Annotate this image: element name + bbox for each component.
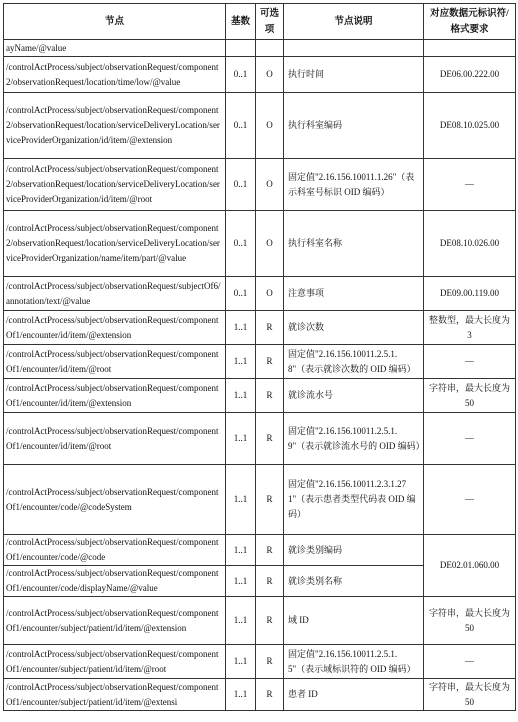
row-path: /controlActProcess/subject/observationRequest/componentOf1/encounter/subject/patient/id/item/@root (4, 645, 226, 679)
row-path: /controlActProcess/subject/observationRequest/componentOf1/encounter/id/item/@root (4, 413, 226, 465)
row-optional: R (256, 679, 284, 711)
spec-table-page (3, 3, 515, 711)
row-optional: O (256, 159, 284, 211)
row-cardinality: 0..1 (226, 57, 256, 93)
row-description: 固定值"2.16.156.10011.2.5.1.5"（表示域标识符的 OID 编码） (284, 645, 424, 679)
row-path: /controlActProcess/subject/observationRequest/subjectOf6/annotation/text/@value (4, 277, 226, 311)
row-description: 就诊类别编码 (284, 535, 424, 566)
row-description: 域 ID (284, 597, 424, 645)
row-reference: 字符串，最大长度为 50 (424, 679, 516, 711)
table-row (4, 93, 516, 159)
row-reference: DE06.00.222.00 (424, 57, 516, 93)
row-optional: O (256, 57, 284, 93)
row-reference: DE08.10.025.00 (424, 93, 516, 159)
header-description: 节点说明 (284, 4, 424, 40)
row-description: 注意事项 (284, 277, 424, 311)
row-optional: R (256, 645, 284, 679)
row-description: 固定值"2.16.156.10011.1.26"（表示科室号标识 OID 编码） (284, 159, 424, 211)
row-description (284, 40, 424, 57)
row-optional: R (256, 345, 284, 379)
table-row (4, 40, 516, 57)
row-path: /controlActProcess/subject/observationRequest/componentOf1/encounter/code/displayName/@value (4, 566, 226, 597)
row-description: 固定值"2.16.156.10011.2.5.1.9"（表示就诊流水号的 OID 编码） (284, 413, 424, 465)
header-cardinality: 基数 (226, 4, 256, 40)
row-cardinality: 1..1 (226, 645, 256, 679)
header-reference: 对应数据元标识符/格式要求 (424, 4, 516, 40)
row-path: /controlActProcess/subject/observationRequest/componentOf1/encounter/code/@code (4, 535, 226, 566)
row-optional: O (256, 211, 284, 277)
row-optional: R (256, 379, 284, 413)
row-path: /controlActProcess/subject/observationRequest/componentOf1/encounter/subject/patient/id/item/@extensi (4, 679, 226, 711)
row-cardinality: 1..1 (226, 311, 256, 345)
header-node: 节点 (4, 4, 226, 40)
row-path: /controlActProcess/subject/observationRequest/componentOf1/encounter/id/item/@root (4, 345, 226, 379)
row-reference: 字符串，最大长度为 50 (424, 379, 516, 413)
row-cardinality: 0..1 (226, 211, 256, 277)
row-optional: R (256, 535, 284, 566)
row-reference: DE08.10.026.00 (424, 211, 516, 277)
table-row (4, 211, 516, 277)
row-cardinality: 1..1 (226, 379, 256, 413)
row-optional (256, 40, 284, 57)
table-row (4, 413, 516, 465)
row-cardinality: 1..1 (226, 345, 256, 379)
row-path: /controlActProcess/subject/observationRequest/component2/observationRequest/location/serviceDeliveryLocation/serviceProviderOrganization/name/item/part/@value (4, 211, 226, 277)
row-reference: — (424, 645, 516, 679)
node-spec-table (3, 3, 516, 711)
row-description: 就诊次数 (284, 311, 424, 345)
row-cardinality: 0..1 (226, 159, 256, 211)
row-description: 执行时间 (284, 57, 424, 93)
row-optional: R (256, 566, 284, 597)
row-path: /controlActProcess/subject/observationRequest/componentOf1/encounter/subject/patient/id/item/@extension (4, 597, 226, 645)
row-description: 患者 ID (284, 679, 424, 711)
row-path: ayName/@value (4, 40, 226, 57)
row-reference: 字符串，最大长度为 50 (424, 597, 516, 645)
row-reference: — (424, 345, 516, 379)
row-description: 固定值"2.16.156.10011.2.5.1.8"（表示就诊次数的 OID 编码） (284, 345, 424, 379)
row-reference: — (424, 159, 516, 211)
row-reference: — (424, 465, 516, 535)
table-row (4, 465, 516, 535)
row-cardinality: 1..1 (226, 413, 256, 465)
row-reference: DE09.00.119.00 (424, 277, 516, 311)
row-cardinality: 0..1 (226, 93, 256, 159)
row-optional: O (256, 277, 284, 311)
row-description: 执行科室编码 (284, 93, 424, 159)
row-optional: R (256, 311, 284, 345)
row-description: 执行科室名称 (284, 211, 424, 277)
row-path: /controlActProcess/subject/observationRequest/component2/observationRequest/location/serviceDeliveryLocation/serviceProviderOrganization/id/item/@extension (4, 93, 226, 159)
row-optional: O (256, 93, 284, 159)
header-optional: 可选项 (256, 4, 284, 40)
table-row (4, 277, 516, 311)
row-cardinality (226, 40, 256, 57)
row-path: /controlActProcess/subject/observationRequest/componentOf1/encounter/id/item/@extension (4, 311, 226, 345)
row-reference: 整数型，最大长度为 3 (424, 311, 516, 345)
table-row (4, 159, 516, 211)
row-cardinality: 1..1 (226, 679, 256, 711)
row-cardinality: 1..1 (226, 597, 256, 645)
row-cardinality: 1..1 (226, 535, 256, 566)
row-cardinality: 1..1 (226, 465, 256, 535)
row-path: /controlActProcess/subject/observationRequest/componentOf1/encounter/id/item/@extension (4, 379, 226, 413)
row-description: 就诊类别名称 (284, 566, 424, 597)
table-row (4, 679, 516, 711)
table-row (4, 597, 516, 645)
row-reference: DE02.01.060.00 (424, 535, 516, 597)
row-path: /controlActProcess/subject/observationRequest/component2/observationRequest/location/time/low/@value (4, 57, 226, 93)
row-path: /controlActProcess/subject/observationRequest/component2/observationRequest/location/serviceDeliveryLocation/serviceProviderOrganization/id/item/@root (4, 159, 226, 211)
row-optional: R (256, 465, 284, 535)
row-path: /controlActProcess/subject/observationRequest/componentOf1/encounter/code/@codeSystem (4, 465, 226, 535)
table-row (4, 535, 516, 566)
table-row (4, 311, 516, 345)
row-optional: R (256, 413, 284, 465)
row-reference: — (424, 413, 516, 465)
row-description: 固定值"2.16.156.10011.2.3.1.271"（表示患者类型代码表 OID 编码） (284, 465, 424, 535)
row-description: 就诊流水号 (284, 379, 424, 413)
table-header-row (4, 4, 516, 40)
row-cardinality: 1..1 (226, 566, 256, 597)
row-optional: R (256, 597, 284, 645)
table-row (4, 57, 516, 93)
row-cardinality: 0..1 (226, 277, 256, 311)
row-reference (424, 40, 516, 57)
table-row (4, 345, 516, 379)
table-row (4, 645, 516, 679)
table-row (4, 379, 516, 413)
